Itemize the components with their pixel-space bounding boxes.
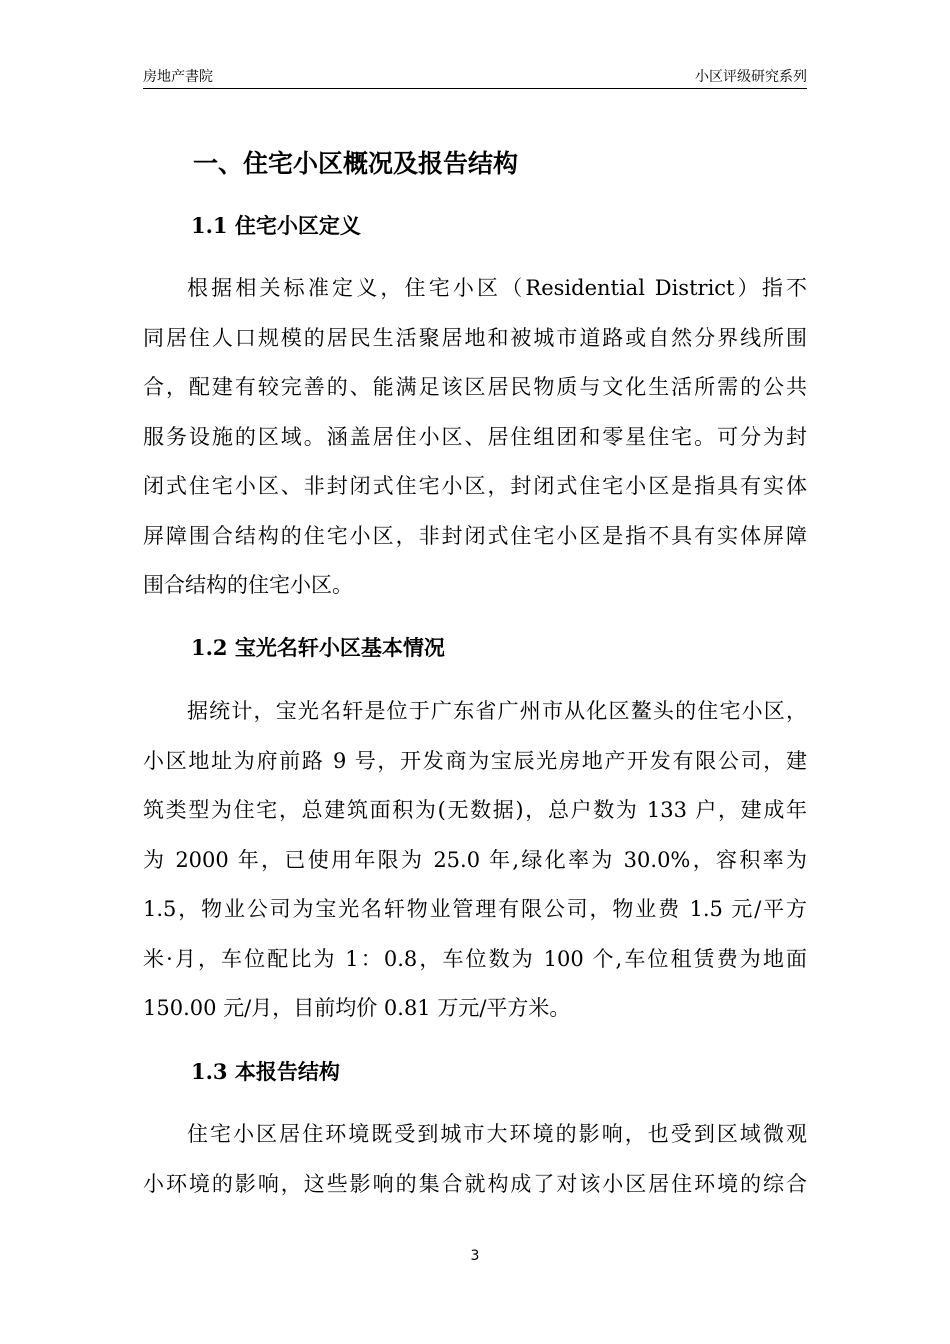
section-heading-1-1: 1.1 住宅小区定义 [191, 213, 361, 238]
paragraph-line: 根据相关标准定义，住宅小区（Residential District）指不 [187, 276, 807, 300]
paragraph-line: 1.5，物业公司为宝光名轩物业管理有限公司，物业费 1.5 元/平方 [143, 897, 807, 921]
section-heading-1-3: 1.3 本报告结构 [191, 1059, 340, 1084]
chapter-title: 一、住宅小区概况及报告结构 [193, 149, 519, 178]
paragraph-line: 150.00 元/月，目前均价 0.81 万元/平方米。 [143, 996, 571, 1020]
paragraph-line: 闭式住宅小区、非封闭式住宅小区，封闭式住宅小区是指具有实体 [143, 474, 807, 498]
paragraph-line: 服务设施的区域。涵盖居住小区、居住组团和零星住宅。可分为封 [143, 424, 807, 449]
paragraph-line: 同居住人口规模的居民生活聚居地和被城市道路或自然分界线所围 [143, 325, 807, 350]
paragraph-line: 屏障围合结构的住宅小区，非封闭式住宅小区是指不具有实体屏障 [143, 523, 807, 548]
paragraph-line: 小环境的影响，这些影响的集合就构成了对该小区居住环境的综合 [143, 1171, 807, 1196]
paragraph-line: 筑类型为住宅，总建筑面积为(无数据)，总户数为 133 户，建成年 [143, 798, 807, 822]
section-paragraph-1-3 [143, 1110, 807, 1209]
paragraph-line: 为 2000 年，已使用年限为 25.0 年,绿化率为 30.0%，容积率为 [143, 847, 807, 872]
page-number: 3 [470, 1248, 480, 1264]
paragraph-line: 合，配建有较完善的、能满足该区居民物质与文化生活所需的公共 [143, 375, 807, 399]
paragraph-line: 围合结构的住宅小区。 [143, 573, 353, 597]
paragraph-line: 小区地址为府前路 9 号，开发商为宝辰光房地产开发有限公司，建 [143, 748, 807, 773]
section-heading-1-2: 1.2 宝光名轩小区基本情况 [191, 635, 445, 660]
section-paragraph-1-2 [143, 687, 807, 1034]
paragraph-line: 住宅小区居住环境既受到城市大环境的影响，也受到区域微观 [187, 1122, 807, 1146]
paragraph-line: 据统计，宝光名轩是位于广东省广州市从化区鳌头的住宅小区， [187, 699, 807, 723]
header-publisher: 房地产書院 [143, 69, 213, 85]
header-series: 小区评级研究系列 [695, 69, 807, 85]
paragraph-line: 米·月，车位配比为 1：0.8，车位数为 100 个,车位租赁费为地面 [143, 946, 807, 971]
page-header [143, 66, 807, 88]
header-divider [143, 88, 807, 89]
section-paragraph-1-1 [143, 264, 807, 611]
